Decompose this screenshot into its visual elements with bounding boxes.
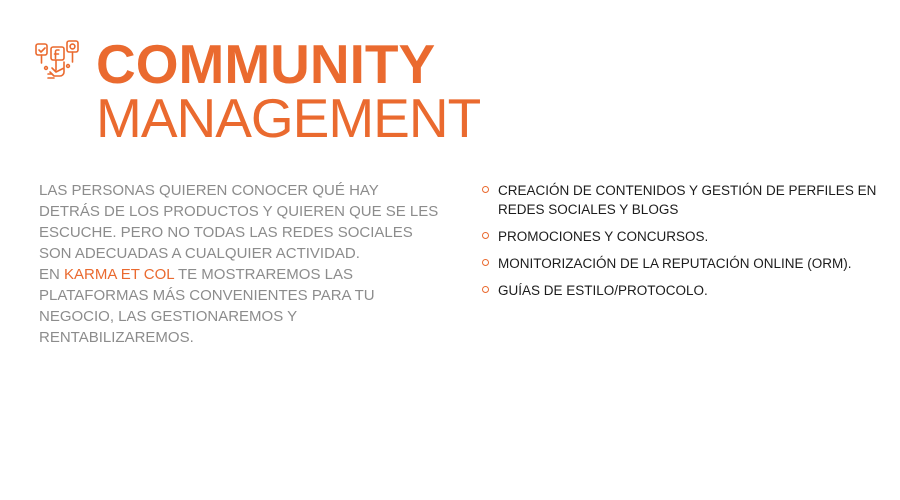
intro-text-continued: TE MOSTRAREMOS LAS PLATAFORMAS MÁS CONVENIENTES PARA TU NEGOCIO, LAS GESTIONAREMOS Y RENTABILIZAREMOS. — [39, 266, 375, 346]
bullet-circle-icon — [482, 286, 489, 293]
page-title-line-2: MANAGEMENT — [96, 87, 481, 149]
service-label: MONITORIZACIÓN DE LA REPUTACIÓN ONLINE (ORM). — [498, 256, 852, 271]
social-media-hand-icon — [34, 38, 82, 86]
intro-text: LAS PERSONAS QUIEREN CONOCER QUÉ HAY DETRÁS DE LOS PRODUCTOS Y QUIEREN QUE SE LES ESCUCHE. PERO NO TODAS LAS REDES SOCIALES SON ADECUADAS A CUALQUIER ACTIVIDAD. — [39, 182, 439, 262]
intro-text-en: EN — [39, 266, 60, 283]
services-list — [482, 181, 882, 308]
list-item — [482, 254, 882, 273]
brand-name: KARMA ET COL — [64, 266, 175, 283]
bullet-circle-icon — [482, 186, 489, 193]
list-item — [482, 227, 882, 246]
bullet-circle-icon — [482, 259, 489, 266]
intro-paragraph — [39, 180, 439, 348]
list-item — [482, 181, 882, 219]
service-label: GUÍAS DE ESTILO/PROTOCOLO. — [498, 283, 708, 298]
page-title-line-1: COMMUNITY — [96, 33, 436, 95]
service-label: CREACIÓN DE CONTENIDOS Y GESTIÓN DE PERFILES EN REDES SOCIALES Y BLOGS — [498, 183, 877, 217]
list-item — [482, 281, 882, 300]
bullet-circle-icon — [482, 232, 489, 239]
service-label: PROMOCIONES Y CONCURSOS. — [498, 229, 709, 244]
